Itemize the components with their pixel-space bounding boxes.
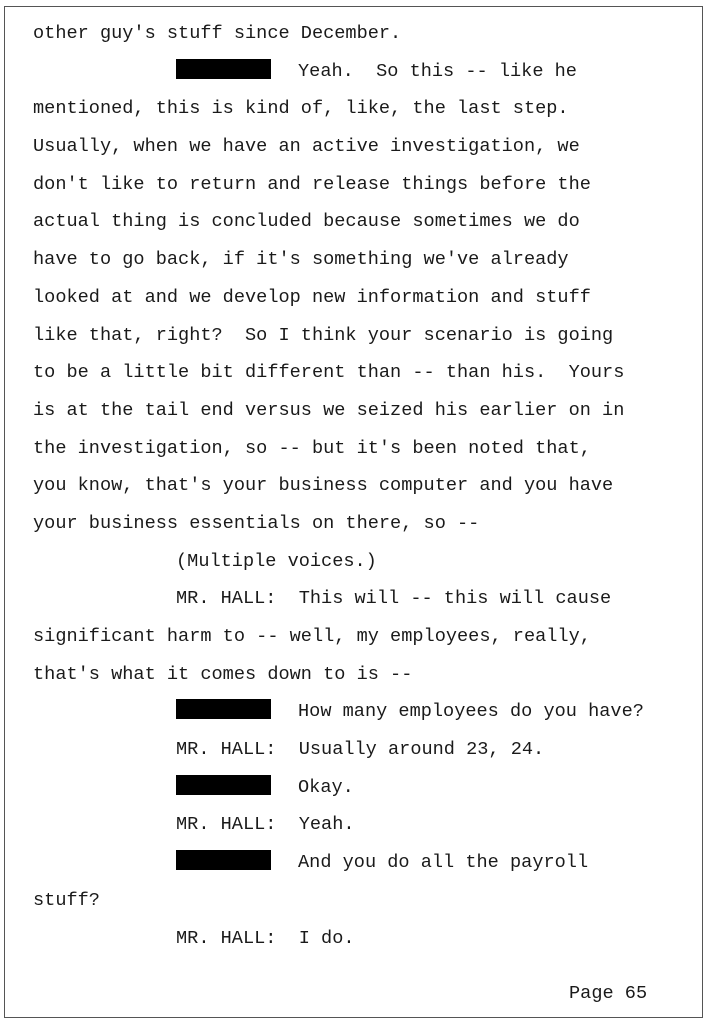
line-text: MR. HALL: This will -- this will cause xyxy=(176,588,612,610)
line-text: mentioned, this is kind of, like, the last step. xyxy=(33,98,569,120)
line-text: your business essentials on there, so -- xyxy=(33,512,480,534)
transcript-line xyxy=(33,58,693,96)
line-text: other guy's stuff since December. xyxy=(33,23,402,44)
transcript-line xyxy=(33,623,693,661)
transcript-line xyxy=(33,171,693,209)
page-number: Page 65 xyxy=(569,983,648,1004)
transcript-line xyxy=(33,698,693,736)
redacted-speaker-name xyxy=(176,59,271,79)
transcript-line xyxy=(33,284,693,322)
line-text: actual thing is concluded because sometimes we do xyxy=(33,211,580,233)
line-text: the investigation, so -- but it's been noted that, xyxy=(33,437,591,459)
line-text: Usually, when we have an active investigation, we xyxy=(33,136,580,158)
line-text: MR. HALL: I do. xyxy=(176,927,355,949)
line-text: Yeah. So this -- like he xyxy=(298,60,577,82)
transcript-line xyxy=(33,20,693,58)
transcript-page xyxy=(4,6,703,1018)
line-text: MR. HALL: Yeah. xyxy=(176,814,355,836)
line-text: How many employees do you have? xyxy=(298,701,644,723)
line-text: (Multiple voices.) xyxy=(176,550,377,572)
line-text: Okay. xyxy=(298,776,354,798)
transcript-line xyxy=(33,208,693,246)
transcript-line xyxy=(33,510,693,548)
line-text: significant harm to -- well, my employees, really, xyxy=(33,626,591,647)
transcript-line xyxy=(33,585,693,623)
transcript-line xyxy=(33,133,693,171)
redacted-speaker-name xyxy=(176,699,271,719)
transcript-line xyxy=(33,925,693,963)
redacted-speaker-name xyxy=(176,775,271,795)
transcript-line xyxy=(33,472,693,510)
line-text: MR. HALL: Usually around 23, 24. xyxy=(176,739,545,761)
transcript-line xyxy=(33,736,693,774)
line-text: is at the tail end versus we seized his earlier on in xyxy=(33,399,625,421)
transcript-line xyxy=(33,246,693,284)
line-text: you know, that's your business computer and you have xyxy=(33,475,614,497)
line-text: looked at and we develop new information and stuff xyxy=(33,286,591,308)
transcript-line xyxy=(33,811,693,849)
redacted-speaker-name xyxy=(176,850,271,870)
line-text: don't like to return and release things before the xyxy=(33,173,591,195)
line-text: like that, right? So I think your scenario is going xyxy=(33,324,614,346)
transcript-line xyxy=(33,661,693,699)
transcript-line xyxy=(33,887,693,925)
line-text: And you do all the payroll xyxy=(298,852,589,874)
transcript-body xyxy=(33,20,693,962)
line-text: have to go back, if it's something we've already xyxy=(33,249,569,271)
line-text: that's what it comes down to is -- xyxy=(33,663,413,685)
transcript-line xyxy=(33,397,693,435)
transcript-line xyxy=(33,322,693,360)
transcript-line xyxy=(33,849,693,887)
transcript-line xyxy=(33,774,693,812)
transcript-line xyxy=(33,435,693,473)
line-text: to be a little bit different than -- than his. Yours xyxy=(33,362,625,384)
transcript-line xyxy=(33,548,693,586)
transcript-line xyxy=(33,359,693,397)
transcript-line xyxy=(33,95,693,133)
line-text: stuff? xyxy=(33,889,100,911)
